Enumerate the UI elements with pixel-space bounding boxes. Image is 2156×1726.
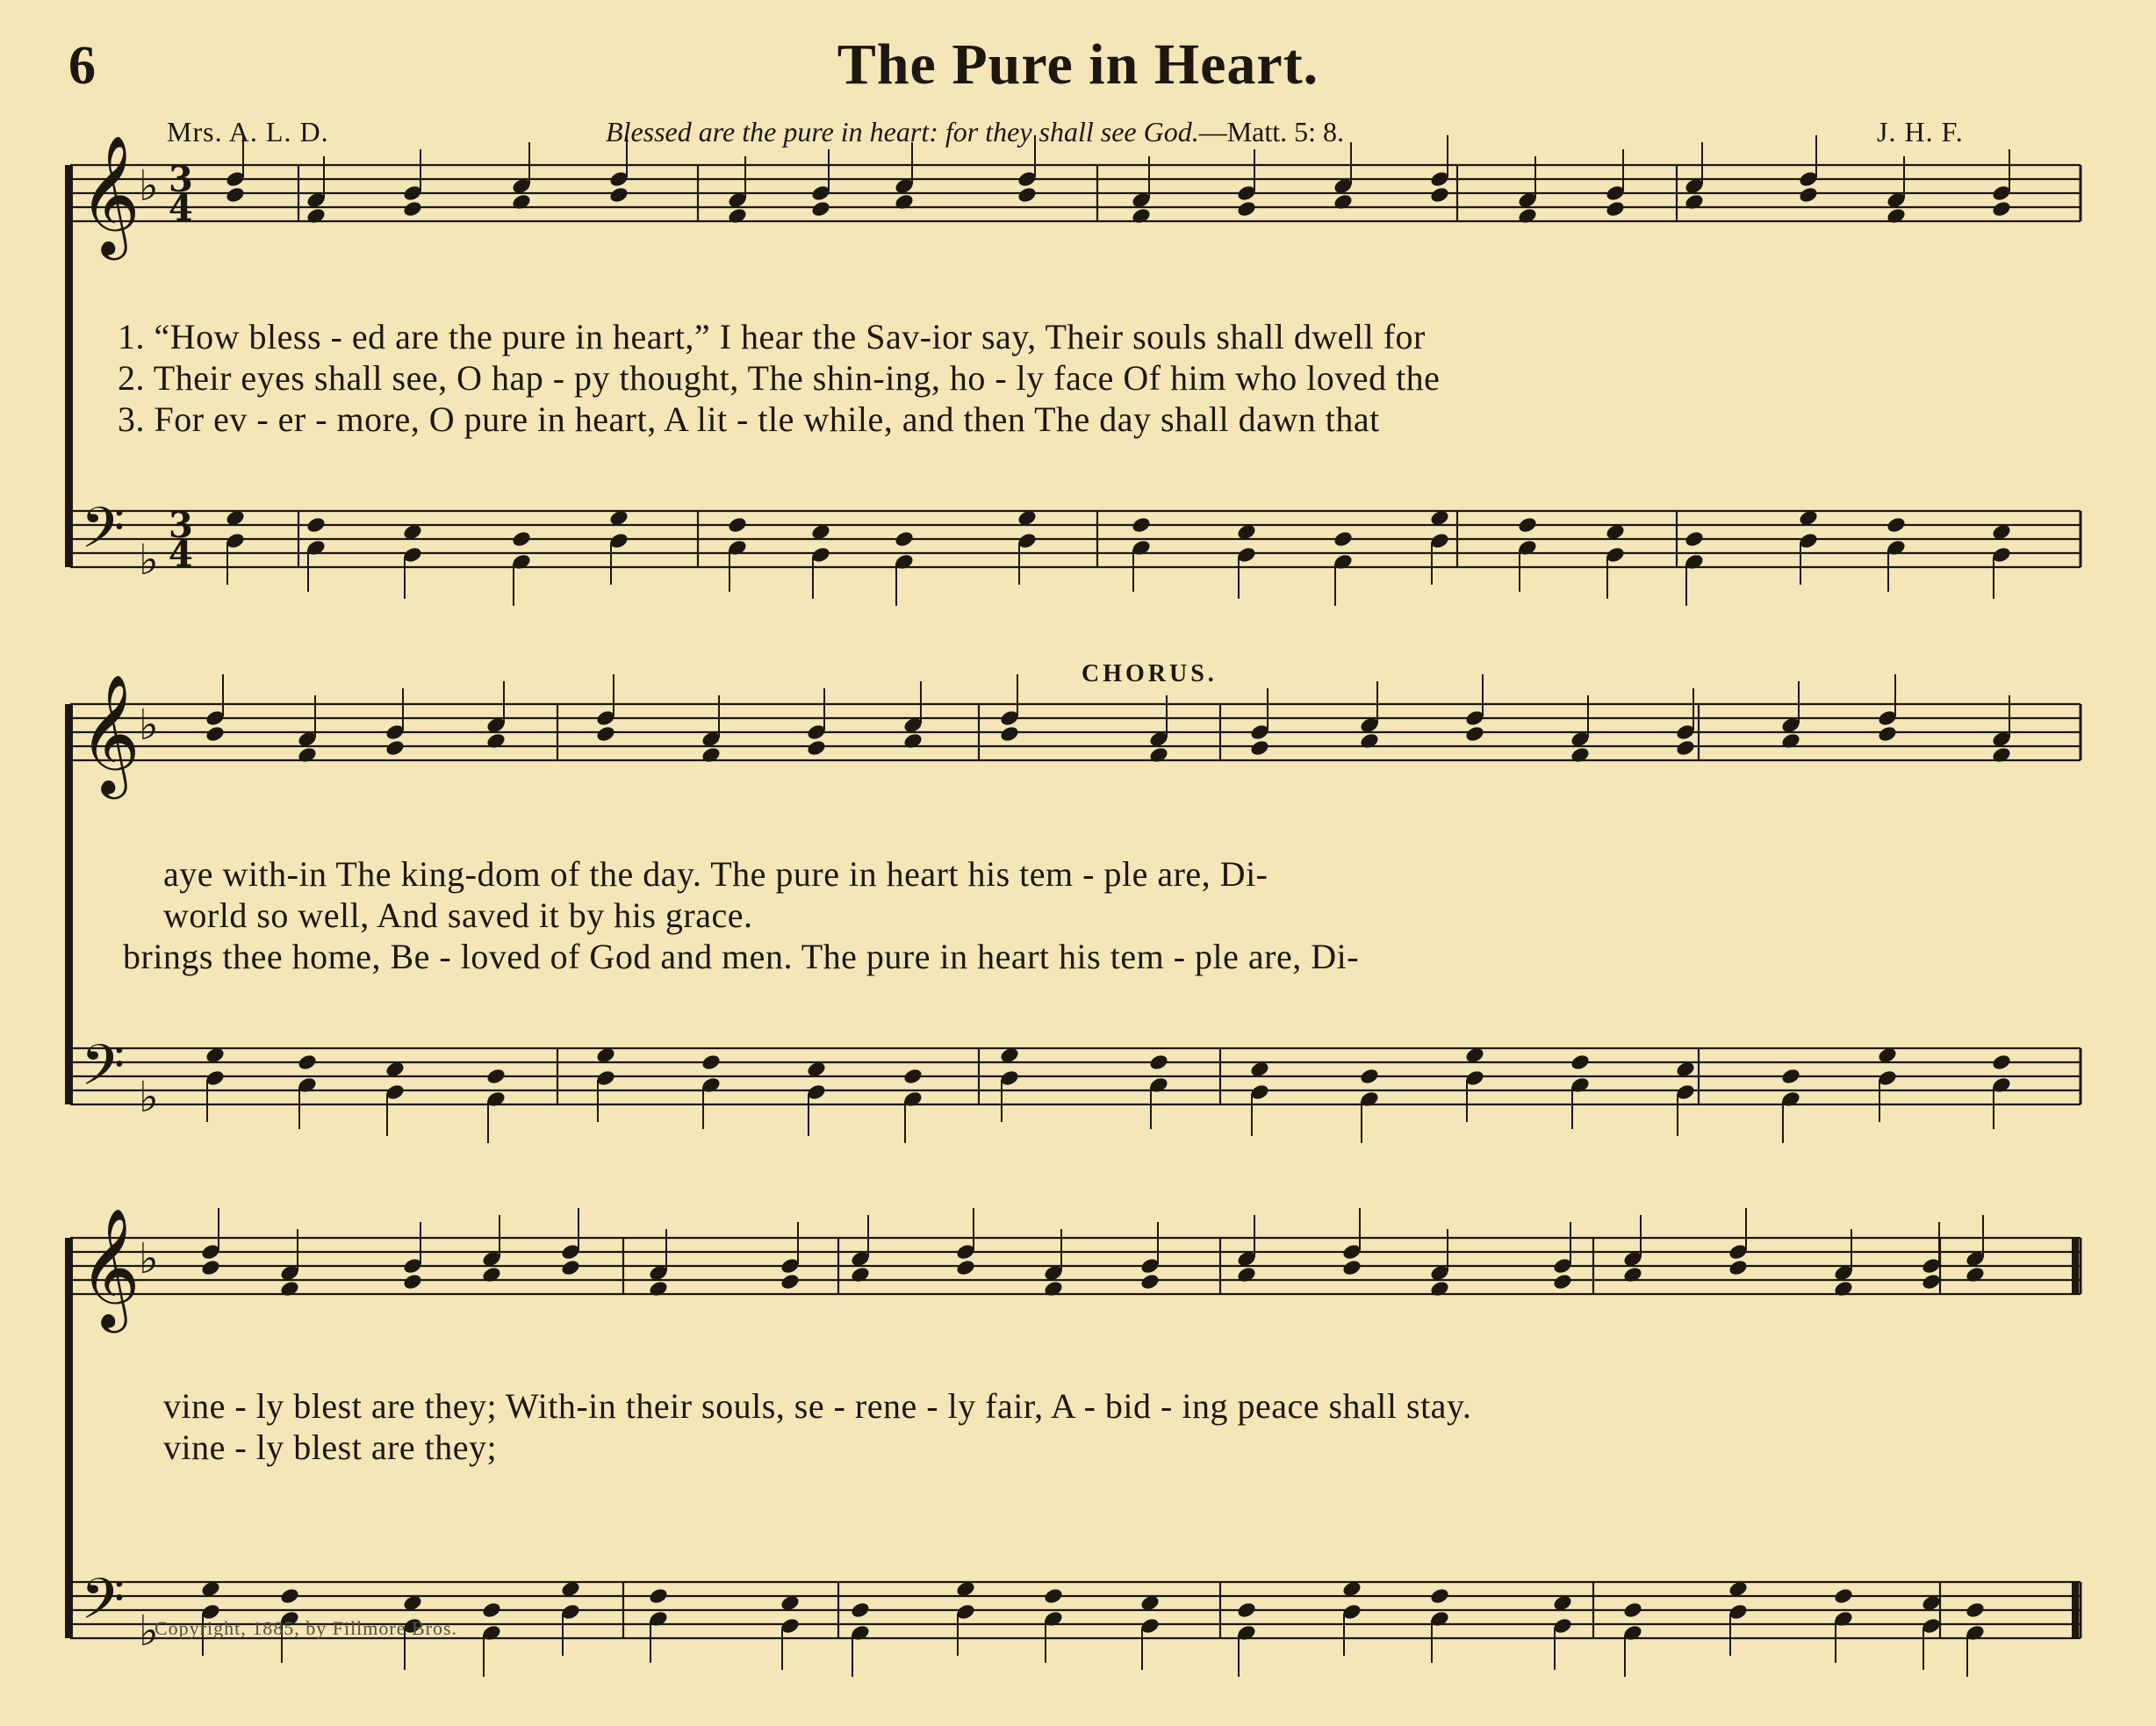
- final-barline-treble: [2072, 1238, 2079, 1294]
- notehead-bass: [894, 529, 915, 548]
- notehead-treble: [902, 731, 923, 750]
- notehead-bass: [902, 1067, 923, 1085]
- notehead-treble: [225, 185, 246, 204]
- time-signature-bottom-treble: 4: [169, 188, 193, 229]
- notehead-treble: [850, 1265, 871, 1284]
- notehead-bass: [1043, 1586, 1064, 1605]
- notehead-bass: [648, 1586, 669, 1605]
- key-signature-flat-icon: ♭: [139, 1234, 159, 1284]
- notehead-bass: [481, 1600, 502, 1619]
- notehead-treble: [1464, 724, 1485, 743]
- lyric-line-s1-v3: 3. For ev - er - more, O pure in heart, A lit - tle while, and then The day shall dawn that: [118, 399, 1380, 439]
- lyric-line-s3-v1: vine - ly blest are they; With-in their souls, se - rene - ly fair, A - bid - ing peace shall stay.: [163, 1386, 1472, 1426]
- notehead-treble: [1728, 1258, 1749, 1277]
- notehead-treble: [810, 199, 831, 218]
- treble-clef-icon: 𝄞: [79, 133, 140, 255]
- lyric-line-s1-v2: 2. Their eyes shall see, O hap - py thought, The shin-ing, ho - ly face Of him who loved the: [118, 358, 1441, 398]
- notehead-treble: [1517, 206, 1538, 225]
- notehead-bass: [1684, 529, 1705, 548]
- notehead-treble: [1249, 738, 1270, 757]
- notehead-treble: [1877, 724, 1898, 743]
- notehead-bass: [1833, 1586, 1854, 1605]
- lyric-line-s1-v1: 1. “How bless - ed are the pure in heart,” I hear the Sav-ior say, Their souls shall dwell for: [118, 317, 1426, 356]
- notehead-treble: [955, 1258, 976, 1277]
- notehead-treble: [1780, 731, 1801, 750]
- notehead-treble: [1429, 185, 1450, 204]
- composer-credit: J. H. F.: [1877, 116, 1964, 147]
- system-bracket-s3: [65, 1238, 73, 1638]
- notehead-treble: [1798, 185, 1819, 204]
- notehead-treble: [1131, 206, 1152, 225]
- notehead-bass: [1622, 1600, 1643, 1619]
- page-title: The Pure in Heart.: [837, 32, 1319, 97]
- system-bracket-s2: [65, 704, 73, 1104]
- notehead-treble: [999, 724, 1020, 743]
- notehead-treble: [1359, 731, 1380, 750]
- notehead-bass: [1570, 1053, 1591, 1071]
- notehead-bass: [1429, 1586, 1450, 1605]
- notehead-treble: [1833, 1279, 1854, 1298]
- page-number: 6: [68, 36, 96, 96]
- bass-clef-icon: 𝄢: [81, 496, 126, 575]
- notehead-treble: [1886, 206, 1907, 225]
- treble-clef-icon: 𝄞: [79, 1206, 140, 1327]
- notehead-bass: [1886, 515, 1907, 534]
- final-barline-bass: [2072, 1582, 2079, 1638]
- notehead-treble: [1236, 1265, 1257, 1284]
- key-signature-flat-icon: ♭: [139, 1607, 159, 1656]
- notehead-bass: [485, 1067, 507, 1085]
- notehead-treble: [1991, 199, 2012, 218]
- epigraph-reference: —Matt. 5: 8.: [1198, 116, 1345, 147]
- notehead-bass: [1148, 1053, 1169, 1071]
- notehead-treble: [1605, 199, 1626, 218]
- notehead-bass: [1965, 1600, 1986, 1619]
- notehead-treble: [727, 206, 748, 225]
- notehead-treble: [806, 738, 827, 757]
- notehead-treble: [485, 731, 507, 750]
- notehead-treble: [200, 1258, 221, 1277]
- notehead-treble: [1043, 1279, 1064, 1298]
- notehead-treble: [1965, 1265, 1986, 1284]
- notehead-treble: [1921, 1272, 1942, 1291]
- notehead-treble: [1139, 1272, 1161, 1291]
- lyric-line-s2-v1: aye with-in The king-dom of the day. The pure in heart his tem - ple are, Di-: [163, 854, 1268, 894]
- notehead-bass: [727, 515, 748, 534]
- treble-clef-icon: 𝄞: [79, 672, 140, 794]
- notehead-bass: [1131, 515, 1152, 534]
- copyright-notice: Copyright, 1885, by Fillmore Bros.: [155, 1617, 458, 1639]
- notehead-treble: [511, 192, 532, 211]
- lyric-line-s2-v2: world so well, And saved it by his grace.: [163, 895, 753, 935]
- notehead-treble: [1622, 1265, 1643, 1284]
- time-signature-top-bass: 3: [169, 505, 193, 546]
- notehead-treble: [1570, 745, 1591, 764]
- notehead-bass: [511, 529, 532, 548]
- notehead-treble: [1991, 745, 2012, 764]
- lyric-line-s2-v3: brings thee home, Be - loved of God and men. The pure in heart his tem - ple are, Di-: [123, 937, 1360, 976]
- notehead-treble: [279, 1279, 300, 1298]
- chorus-label: CHORUS.: [1082, 660, 1218, 687]
- notehead-bass: [297, 1053, 318, 1071]
- epigraph-quote: Blessed are the pure in heart: for they shall see God.: [606, 116, 1199, 147]
- notehead-treble: [1236, 199, 1257, 218]
- notehead-treble: [305, 206, 327, 225]
- notehead-treble: [402, 199, 423, 218]
- notehead-treble: [1429, 1279, 1450, 1298]
- notehead-bass: [1236, 1600, 1257, 1619]
- notehead-bass: [850, 1600, 871, 1619]
- key-signature-flat-icon: ♭: [139, 1073, 159, 1122]
- bass-clef-icon: 𝄢: [81, 1567, 126, 1646]
- notehead-bass: [279, 1586, 300, 1605]
- key-signature-flat-icon: ♭: [139, 162, 159, 211]
- notehead-treble: [1684, 192, 1705, 211]
- key-signature-flat-icon: ♭: [139, 701, 159, 750]
- notehead-bass: [305, 515, 327, 534]
- notehead-treble: [205, 724, 226, 743]
- notehead-treble: [894, 192, 915, 211]
- notehead-treble: [1017, 185, 1038, 204]
- bass-clef-icon: 𝄢: [81, 1033, 126, 1112]
- notehead-treble: [1333, 192, 1354, 211]
- notehead-treble: [1675, 738, 1696, 757]
- lyric-line-s3-v2: vine - ly blest are they;: [163, 1428, 498, 1467]
- notehead-bass: [1780, 1067, 1801, 1085]
- notehead-treble: [1552, 1272, 1573, 1291]
- notehead-treble: [1148, 745, 1169, 764]
- notehead-treble: [701, 745, 722, 764]
- notehead-treble: [595, 724, 616, 743]
- notehead-treble: [402, 1272, 423, 1291]
- notehead-treble: [780, 1272, 801, 1291]
- notehead-bass: [1991, 1053, 2012, 1071]
- notehead-treble: [608, 185, 629, 204]
- notehead-treble: [1341, 1258, 1362, 1277]
- time-signature-top-treble: 3: [169, 159, 193, 200]
- notehead-bass: [701, 1053, 722, 1071]
- system-bracket-s1: [65, 165, 73, 567]
- notehead-treble: [648, 1279, 669, 1298]
- notehead-bass: [1333, 529, 1354, 548]
- notehead-treble: [560, 1258, 581, 1277]
- notehead-bass: [1517, 515, 1538, 534]
- notehead-treble: [384, 738, 406, 757]
- time-signature-bottom-bass: 4: [169, 534, 193, 575]
- notehead-bass: [1359, 1067, 1380, 1085]
- notehead-treble: [481, 1265, 502, 1284]
- lyricist-credit: Mrs. A. L. D.: [167, 116, 329, 147]
- key-signature-flat-icon: ♭: [139, 536, 159, 585]
- notehead-treble: [297, 745, 318, 764]
